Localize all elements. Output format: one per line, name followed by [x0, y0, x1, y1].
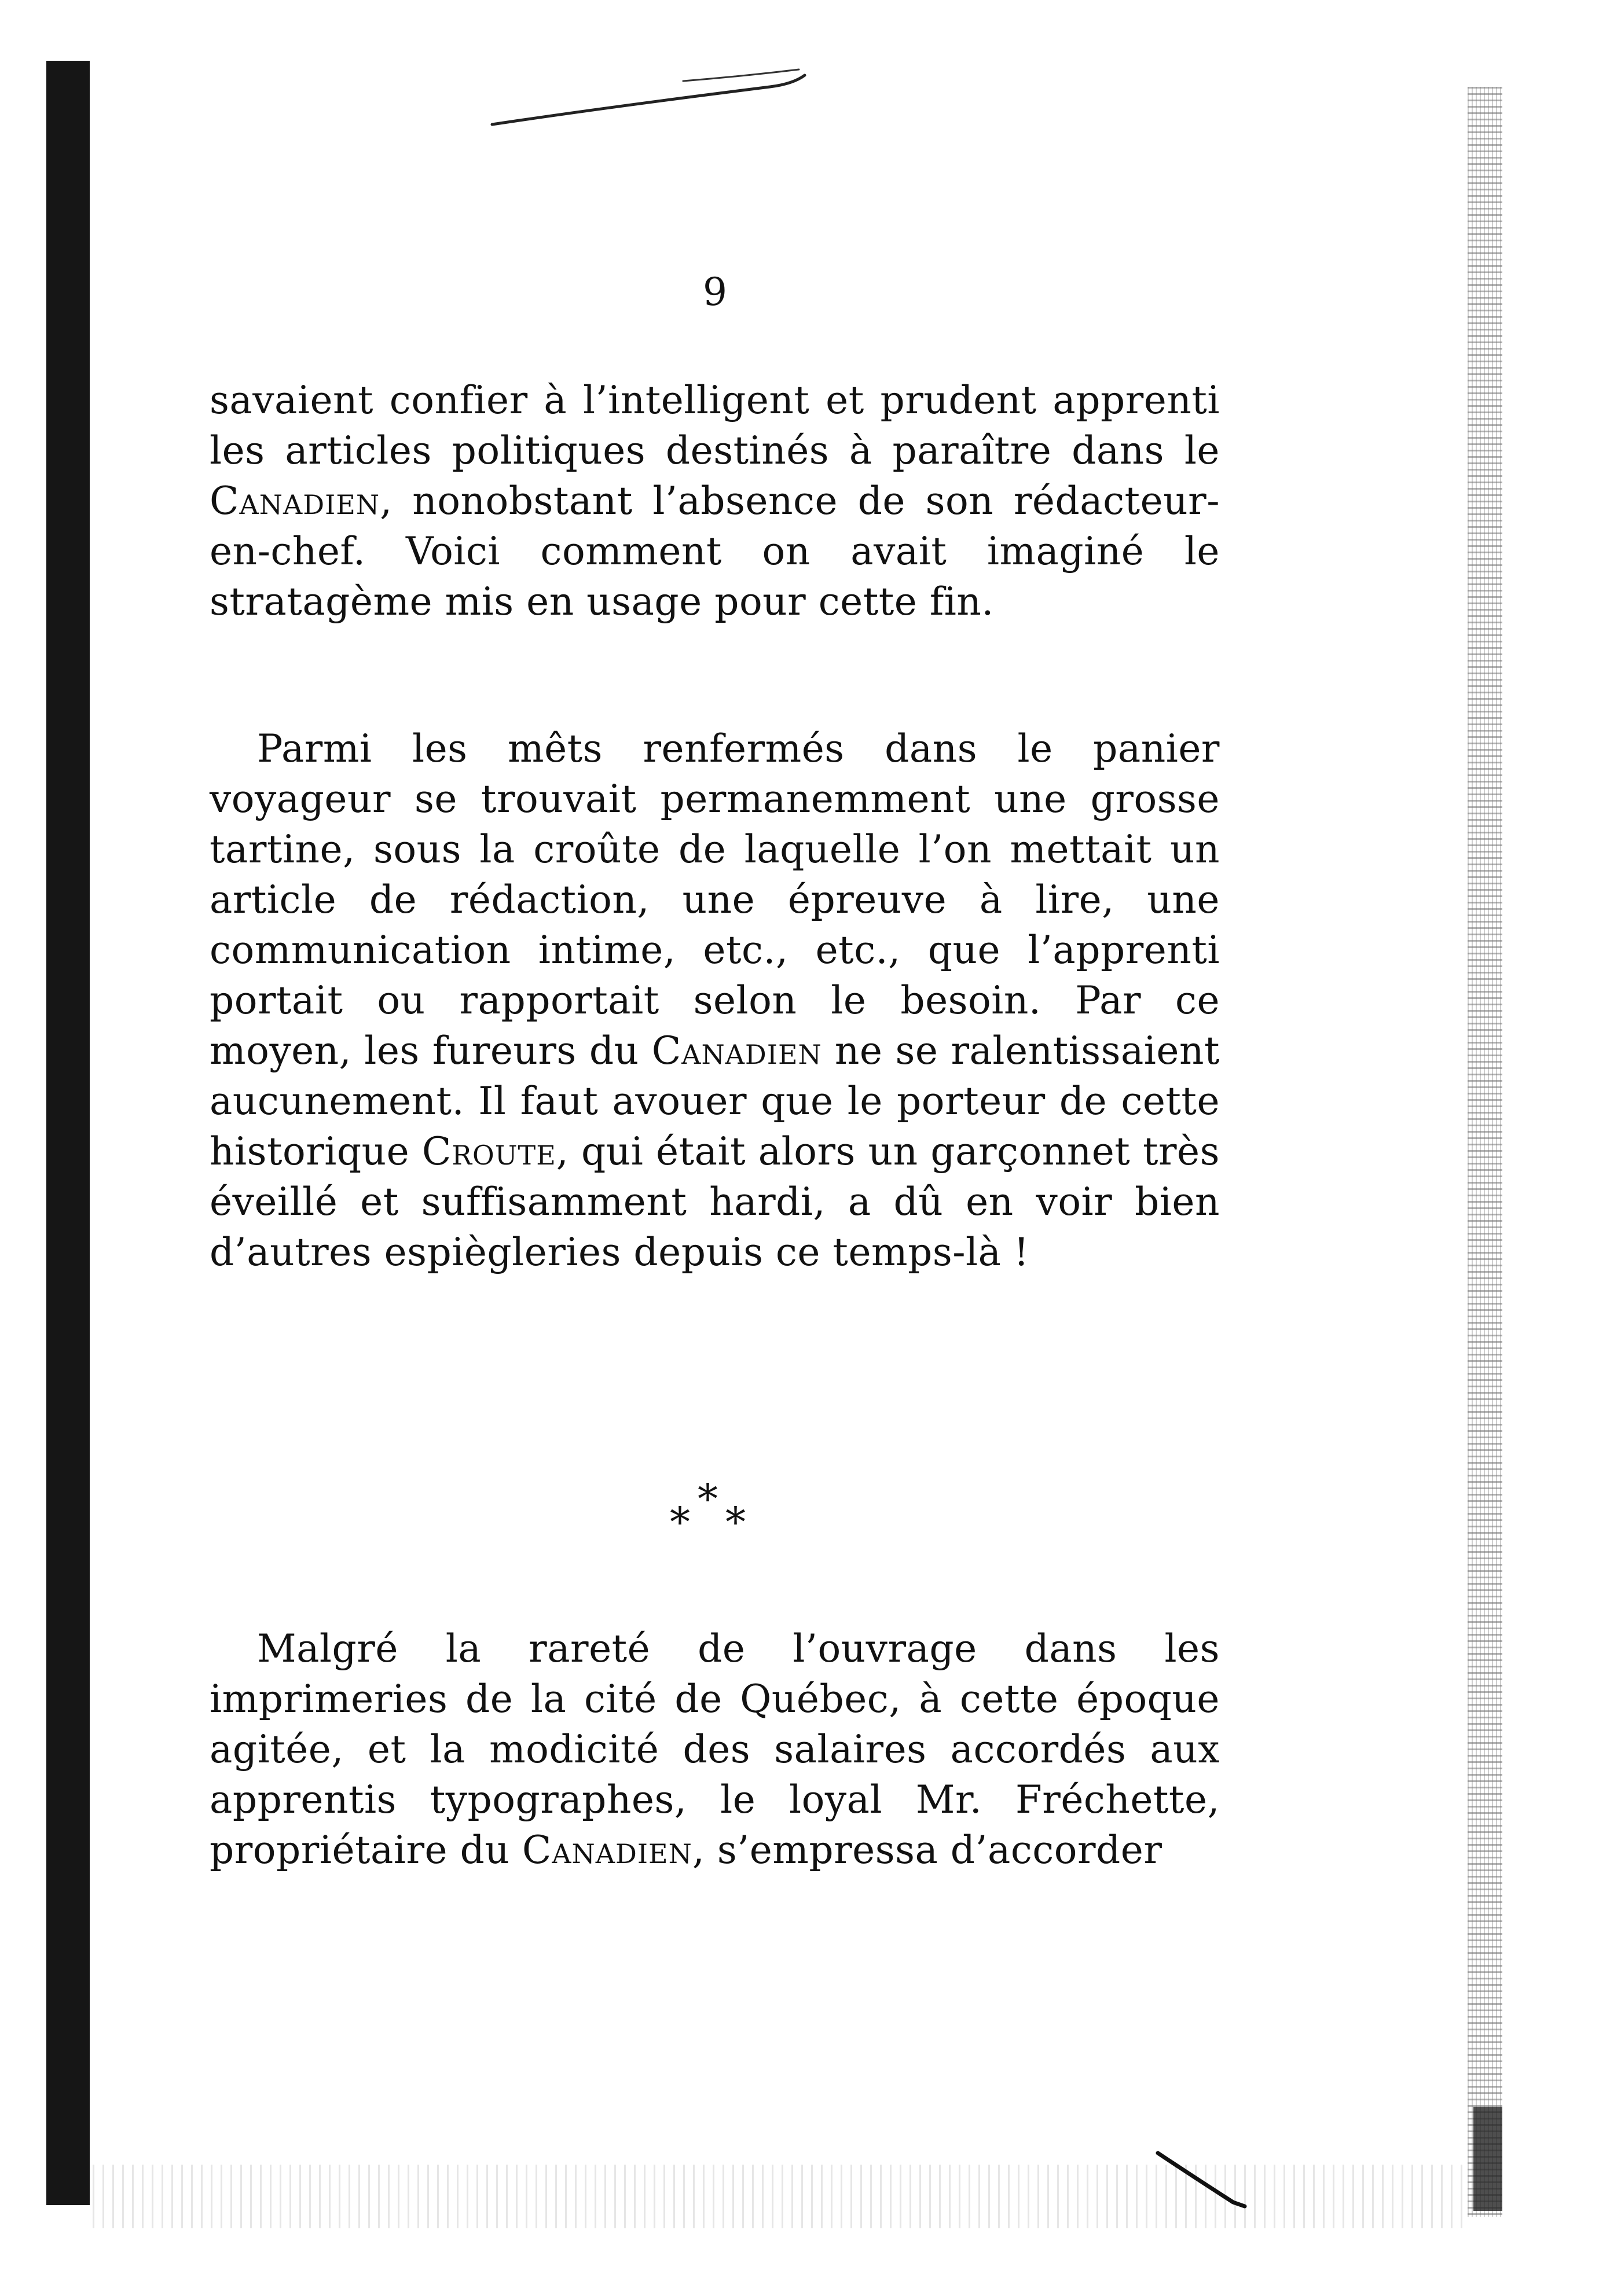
- page-edge-speckle: [1468, 87, 1502, 2217]
- paragraph-3: [210, 1623, 1220, 1875]
- asterisk-top: *: [698, 1475, 718, 1523]
- book-binding-edge: [46, 61, 90, 2205]
- page-edge-shadow: [1473, 2107, 1502, 2211]
- paragraph-2-part-c: , qui était alors un garçonnet très éveillé et suffisamment hardi, a dû en voir bien d’autres espiègleries depuis ce temps-là !: [210, 1129, 1220, 1274]
- pen-stroke-mark: [0, 0, 1610, 174]
- scan-noise: [93, 2165, 1470, 2228]
- newspaper-name: Canadien: [651, 1028, 822, 1073]
- asterisk-left: *: [670, 1498, 690, 1546]
- section-separator-asterism: [663, 1475, 767, 1546]
- paragraph-1: [210, 375, 1220, 627]
- croute-term: Croute: [421, 1129, 556, 1174]
- paragraph-3-text: [210, 1623, 1220, 1875]
- paragraph-1-part-a: savaient confier à l’intelligent et prudent apprenti les articles politiques destinés à paraître dans le: [210, 378, 1220, 473]
- paragraph-2: [210, 723, 1220, 1277]
- page-number: 9: [703, 270, 727, 314]
- newspaper-name: Canadien: [210, 479, 380, 523]
- asterisk-right: *: [725, 1498, 746, 1546]
- newspaper-name: Canadien: [522, 1828, 692, 1872]
- paragraph-1-part-b: , nonobstant l’absence de son rédacteur-en-chef. Voici comment on avait imaginé le stratagème mis en usage pour cette fin.: [210, 479, 1220, 624]
- paragraph-3-part-a: Malgré la rareté de l’ouvrage dans les imprimeries de la cité de Québec, à cette époque agitée, et la modicité des salaires accordés aux apprentis typographes, le loyal Mr. Fréchette, propriétaire du: [210, 1626, 1220, 1872]
- paragraph-2-text: [210, 723, 1220, 1277]
- paragraph-1-text: [210, 375, 1220, 627]
- paragraph-2-part-a: Parmi les mêts renfermés dans le panier voyageur se trouvait permanemment une grosse tartine, sous la croûte de laquelle l’on mettait un article de rédaction, une épreuve à lire, une communication intime, etc., etc., que l’apprenti portait ou rapportait selon le besoin. Par ce moyen, les fureurs du: [210, 726, 1220, 1073]
- paragraph-3-part-b: , s’empressa d’accorder: [692, 1828, 1162, 1872]
- paragraph-2-part-b: ne se ralentissaient aucunement. Il faut avouer que le porteur de cette historique: [210, 1028, 1220, 1174]
